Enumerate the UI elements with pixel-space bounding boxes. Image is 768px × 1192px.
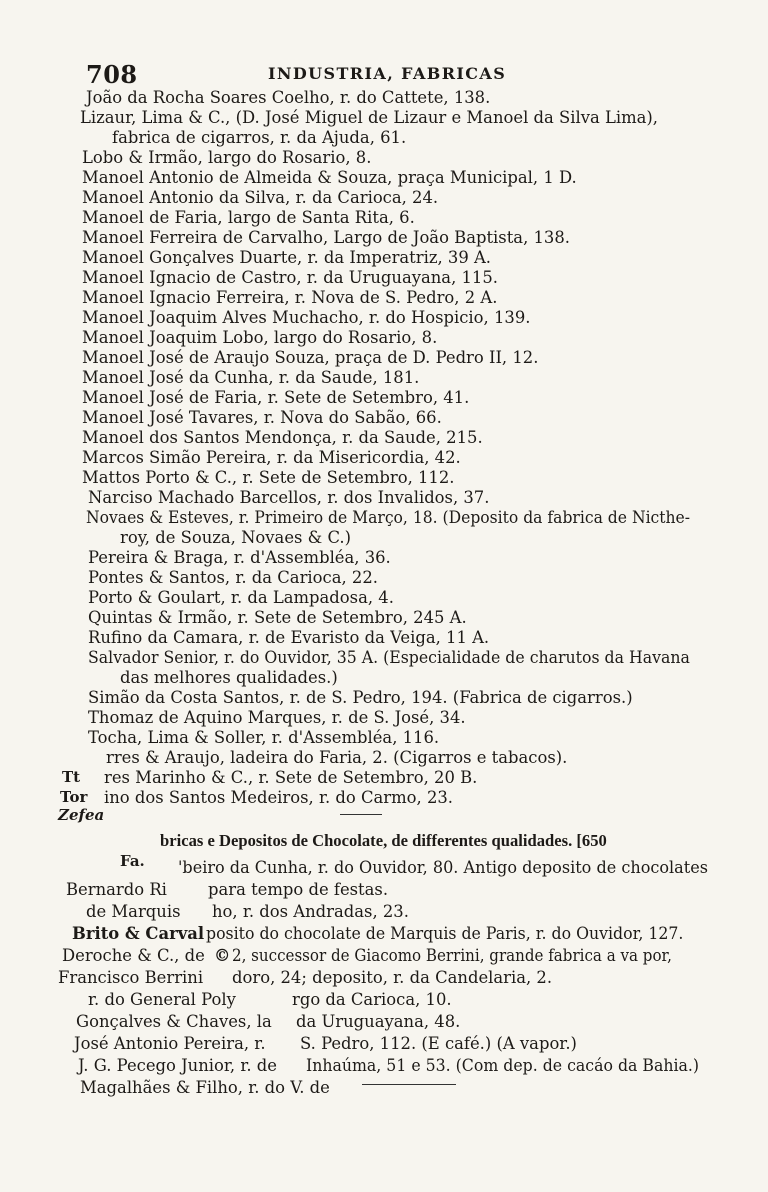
list-item: Porto & Goulart, r. da Lampadosa, 4. [88,588,394,607]
list-item: Marcos Simão Pereira, r. da Misericordia, 42. [82,448,461,467]
list-item: ino dos Santos Medeiros, r. do Carmo, 23. [104,788,454,807]
list-item: Manoel Ferreira de Carvalho, Largo de João Baptista, 138. [82,228,570,247]
divider [340,814,382,815]
list-item: Pontes & Santos, r. da Carioca, 22. [88,568,378,587]
page-header [0,60,768,90]
list-item: Pereira & Braga, r. d'Assembléa, 36. [88,548,391,567]
list-item: Novaes & Esteves, r. Primeiro de Março, 18. (Deposito da fabrica de Nicthe- [86,508,691,527]
list-item: Salvador Senior, r. do Ouvidor, 35 A. (Especialidade de charutos da Havana [88,648,690,667]
list-item: Manoel dos Santos Mendonça, r. da Saude, 215. [82,428,483,447]
list-item: Mattos Porto & C., r. Sete de Setembro, 112. [82,468,455,487]
chocolate-entry: posito do chocolate de Marquis de Paris, r. do Ouvidor, 127. [206,924,684,943]
list-item: Tocha, Lima & Soller, r. d'Assembléa, 116. [88,728,440,747]
chocolate-entry: Inhaúma, 51 e 53. (Com dep. de cacáo da Bahia.) [306,1056,700,1075]
chocolate-name-fragment: Magalhães & Filho, r. do V. de [80,1078,330,1097]
list-item: Manoel José da Cunha, r. da Saude, 181. [82,368,420,387]
list-item: res Marinho & C., r. Sete de Setembro, 20 B. [104,768,478,787]
chocolate-name-fragment: José Antonio Pereira, r. [74,1034,266,1053]
list-item: Manoel de Faria, largo de Santa Rita, 6. [82,208,415,227]
list-item: Lobo & Irmão, largo do Rosario, 8. [82,148,372,167]
list-item: Quintas & Irmão, r. Sete de Setembro, 245 A. [88,608,467,627]
list-item: Manoel Ignacio de Castro, r. da Uruguayana, 115. [82,268,498,287]
chocolate-entry: para tempo de festas. [208,880,389,899]
chocolate-name-fragment: Bernardo Ri [66,880,167,899]
list-item: João da Rocha Soares Coelho, r. do Cattete, 138. [86,88,491,107]
list-item: Manoel Antonio da Silva, r. da Carioca, 24. [82,188,439,207]
list-item: rres & Araujo, ladeira do Faria, 2. (Cigarros e tabacos). [106,748,568,767]
list-item: roy, de Souza, Novaes & C.) [120,528,352,547]
list-item: Manoel Joaquim Alves Muchacho, r. do Hospicio, 139. [82,308,531,327]
circled-mark-icon: © [214,946,231,965]
list-item: Rufino da Camara, r. de Evaristo da Veiga, 11 A. [88,628,490,647]
list-item: Lizaur, Lima & C., (D. José Miguel de Lizaur e Manoel da Silva Lima), [80,108,658,127]
list-item: Manoel Joaquim Lobo, largo do Rosario, 8. [82,328,438,347]
list-item: Manoel José de Faria, r. Sete de Setembro, 41. [82,388,470,407]
list-item: Manoel José de Araujo Souza, praça de D. Pedro II, 12. [82,348,539,367]
chocolate-name-fragment: Gonçalves & Chaves, la [76,1012,272,1031]
chocolate-entry: S. Pedro, 112. (E café.) (A vapor.) [300,1034,577,1053]
chocolate-name-fragment: J. G. Pecego Junior, r. de [78,1056,277,1075]
chocolate-name-fragment: de Marquis [86,902,181,921]
page-number: 708 [86,60,138,89]
list-item: Simão da Costa Santos, r. de S. Pedro, 194. (Fabrica de cigarros.) [88,688,633,707]
list-item: Manoel Ignacio Ferreira, r. Nova de S. Pedro, 2 A. [82,288,498,307]
chocolate-entry: 2, successor de Giacomo Berrini, grande fabrica a va por, [232,946,672,965]
list-item: fabrica de cigarros, r. da Ajuda, 61. [112,128,407,147]
divider [362,1084,456,1085]
chocolate-entry: rgo da Carioca, 10. [292,990,452,1009]
chocolate-entry: da Uruguayana, 48. [296,1012,461,1031]
list-item: das melhores qualidades.) [120,668,338,687]
running-head: INDUSTRIA, FABRICAS [268,64,507,83]
list-item: Manoel Antonio de Almeida & Souza, praça Municipal, 1 D. [82,168,577,187]
margin-fragment: Zefea [58,806,105,824]
list-item: Manoel José Tavares, r. Nova do Sabão, 66. [82,408,442,427]
chocolate-name-fragment: Brito & Carval [72,924,205,943]
chocolate-name-fragment: Fa. [120,852,145,870]
section-title: bricas e Depositos de Chocolate, de differentes qualidades. [650 [160,831,607,850]
list-item: Manoel Gonçalves Duarte, r. da Imperatriz, 39 A. [82,248,492,267]
margin-fragment: Tt [62,768,81,786]
chocolate-name-fragment: r. do General Poly [88,990,236,1009]
margin-fragment: Tor [60,788,88,806]
chocolate-entry: ho, r. dos Andradas, 23. [212,902,409,921]
list-item: Thomaz de Aquino Marques, r. de S. José, 34. [88,708,466,727]
chocolate-name-fragment: Francisco Berrini [58,968,204,987]
chocolate-entry: 'beiro da Cunha, r. do Ouvidor, 80. Antigo deposito de chocolates [178,858,708,877]
list-item: Narciso Machado Barcellos, r. dos Invalidos, 37. [88,488,490,507]
chocolate-name-fragment: Deroche & C., de [62,946,205,965]
chocolate-entry: doro, 24; deposito, r. da Candelaria, 2. [232,968,553,987]
